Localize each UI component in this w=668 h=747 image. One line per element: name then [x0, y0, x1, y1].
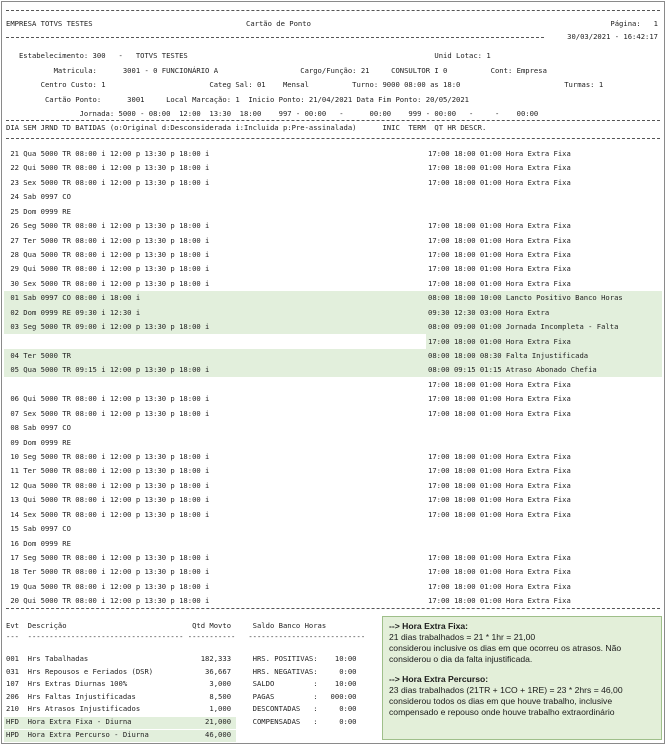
punch-row: 18 Ter 5000 TR 08:00 i 12:00 p 13:30 p 18:00 i [6, 567, 210, 577]
summary-line: 210 Hrs Atrasos Injustificados 1,000 DESCONTADAS : 0:00 [6, 704, 357, 714]
punch-row: 26 Seg 5000 TR 08:00 i 12:00 p 13:30 p 18:00 i [6, 221, 210, 231]
column-headers: DIA SEM JRND TD BATIDAS (o:Original d:Desconsiderada i:Incluida p:Pre-assinalada) INIC TERM QT HR DESCR. [6, 123, 487, 132]
punch-detail: 17:00 18:00 01:00 Hora Extra Fixa [428, 567, 571, 577]
punch-detail: 17:00 18:00 01:00 Hora Extra Fixa [428, 509, 571, 519]
punch-detail: 17:00 18:00 01:00 Hora Extra Fixa [428, 596, 571, 606]
divider [6, 37, 544, 38]
punch-row: 25 Dom 0999 RE [6, 206, 71, 216]
note-title-percurso: --> Hora Extra Percurso: [389, 674, 489, 684]
punch-detail: 17:00 18:00 01:00 Hora Extra Fixa [428, 495, 571, 505]
punch-detail: 17:00 18:00 01:00 Hora Extra Fixa [428, 221, 571, 231]
punch-detail: 17:00 18:00 01:00 Hora Extra Fixa [428, 581, 571, 591]
punch-detail: 17:00 18:00 01:00 Hora Extra Fixa [428, 177, 571, 187]
summary-divider: --- ------------------------------------ ----------- --------------------------- [6, 632, 366, 641]
punch-row: 14 Sex 5000 TR 08:00 i 12:00 p 13:30 p 18:00 i [6, 509, 210, 519]
punch-row: 08 Sab 0997 CO [6, 423, 71, 433]
punch-detail: 17:00 18:00 01:00 Hora Extra Fixa [428, 149, 571, 158]
divider [6, 608, 660, 609]
page-number: Página: 1 [610, 19, 658, 28]
summary-line: 206 Hrs Faltas Injustificadas 8,500 PAGAS : 000:00 [6, 691, 357, 701]
info-line: Estabelecimento: 300 - TOTVS TESTES Unid Lotac: 1 [6, 51, 491, 60]
punch-detail: 17:00 18:00 01:00 Hora Extra Fixa [428, 408, 571, 418]
summary-line: HPD Hora Extra Percurso - Diurna 46,000 [6, 729, 232, 739]
punch-row: 22 Qui 5000 TR 08:00 i 12:00 p 13:30 p 18:00 i [6, 163, 210, 173]
punch-row: 12 Qua 5000 TR 08:00 i 12:00 p 13:30 p 18:00 i [6, 480, 210, 490]
info-line: Jornada: 5000 - 08:00 12:00 13:30 18:00 997 - 00:00 - 00:00 999 - 00:00 - - 00:00 [6, 109, 539, 119]
punch-detail: 17:00 18:00 01:00 Hora Extra Fixa [428, 278, 571, 288]
info-line: Centro Custo: 1 Categ Sal: 01 Mensal Turno: 9000 08:00 as 18:0 Turmas: 1 [6, 80, 604, 90]
punch-detail: 17:00 18:00 01:00 Hora Extra Fixa [428, 163, 571, 173]
punch-row: 28 Qua 5000 TR 08:00 i 12:00 p 13:30 p 18:00 i [6, 250, 210, 259]
punch-detail: 17:00 18:00 01:00 Hora Extra Fixa [428, 553, 571, 563]
timecard-report [1, 1, 665, 744]
punch-detail: 08:00 09:00 01:00 Jornada Incompleta - Falta [428, 322, 619, 332]
punch-row: 16 Dom 0999 RE [6, 538, 71, 548]
punch-detail: 17:00 18:00 01:00 Hora Extra Fixa [428, 250, 571, 259]
note-title-fixa: --> Hora Extra Fixa: [389, 621, 469, 631]
explanation-note [382, 616, 662, 740]
punch-detail: 17:00 18:00 01:00 Hora Extra Fixa [428, 336, 571, 346]
punch-detail: 17:00 18:00 01:00 Hora Extra Fixa [428, 466, 571, 476]
punch-row: 17 Seg 5000 TR 08:00 i 12:00 p 13:30 p 18:00 i [6, 553, 210, 563]
punch-row: 27 Ter 5000 TR 08:00 i 12:00 p 13:30 p 18:00 i [6, 235, 210, 245]
punch-row: 15 Sab 0997 CO [6, 524, 71, 534]
punch-row: 30 Sex 5000 TR 08:00 i 12:00 p 13:30 p 18:00 i [6, 278, 210, 288]
punch-detail: 08:00 18:00 10:00 Lancto Positivo Banco Horas [428, 293, 623, 303]
punch-row: 01 Sab 0997 CO 08:00 i 18:00 i [6, 293, 141, 303]
punch-row: 06 Qui 5000 TR 08:00 i 12:00 p 13:30 p 18:00 i [6, 394, 210, 404]
punch-row: 07 Sex 5000 TR 08:00 i 12:00 p 13:30 p 18:00 i [6, 408, 210, 418]
summary-header: Evt Descrição Qtd Movto Saldo Banco Horas [6, 621, 327, 630]
punch-row: 03 Seg 5000 TR 09:00 i 12:00 p 13:30 p 18:00 i [6, 322, 210, 332]
info-line: Cartão Ponto: 3001 Local Marcação: 1 Inicio Ponto: 21/04/2021 Data Fim Ponto: 20/05/2021 [6, 94, 470, 104]
punch-detail: 17:00 18:00 01:00 Hora Extra Fixa [428, 452, 571, 462]
punch-row: 23 Sex 5000 TR 08:00 i 12:00 p 13:30 p 18:00 i [6, 177, 210, 187]
punch-row: 13 Qui 5000 TR 08:00 i 12:00 p 13:30 p 18:00 i [6, 495, 210, 505]
summary-line: 031 Hrs Repousos e Feriados (DSR) 36,667 HRS. NEGATIVAS: 0:00 [6, 666, 357, 676]
punch-row: 29 Qui 5000 TR 08:00 i 12:00 p 13:30 p 18:00 i [6, 264, 210, 274]
punch-detail: 17:00 18:00 01:00 Hora Extra Fixa [428, 264, 571, 274]
punch-row: 02 Dom 0999 RE 09:30 i 12:30 i [6, 307, 141, 317]
summary-line: 001 Hrs Tabalhadas 182,333 HRS. POSITIVAS: 10:00 [6, 654, 357, 663]
punch-detail: 17:00 18:00 01:00 Hora Extra Fixa [428, 235, 571, 245]
punch-detail: 08:00 09:15 01:15 Atraso Abonado Chefia [428, 365, 597, 375]
divider [6, 138, 660, 139]
punch-detail: 17:00 18:00 01:00 Hora Extra Fixa [428, 379, 571, 389]
punch-row: 24 Sab 0997 CO [6, 192, 71, 202]
divider [6, 120, 660, 121]
note-calc-percurso: 23 dias trabalhados (21TR + 1CO + 1RE) = 23 * 2hrs = 46,00 [389, 685, 623, 695]
punch-row: 11 Ter 5000 TR 08:00 i 12:00 p 13:30 p 18:00 i [6, 466, 210, 476]
punch-row: 19 Qua 5000 TR 08:00 i 12:00 p 13:30 p 18:00 i [6, 581, 210, 591]
punch-row: 10 Seg 5000 TR 08:00 i 12:00 p 13:30 p 18:00 i [6, 452, 210, 462]
punch-row: 20 Qui 5000 TR 08:00 i 12:00 p 13:30 p 18:00 i [6, 596, 210, 606]
info-line: Matricula: 3001 - 0 FUNCIONÁRIO A Cargo/Função: 21 CONSULTOR I 0 Cont: Empresa [6, 65, 547, 75]
note-desc-fixa: considerou inclusive os dias em que ocorreu os atrasos. Não considerou o dia da falta injustificada. [389, 643, 622, 664]
punch-detail: 09:30 12:30 03:00 Hora Extra [428, 307, 550, 317]
report-datetime: 30/03/2021 - 16:42:17 [567, 32, 658, 41]
company-name: EMPRESA TOTVS TESTES [6, 19, 93, 28]
note-desc-percurso: considerou todos os dias em que houve trabalho, inclusive compensado e repouso onde houve trabalho extraordinário [389, 696, 615, 717]
divider [6, 10, 660, 11]
punch-row: 21 Qua 5000 TR 08:00 i 12:00 p 13:30 p 18:00 i [6, 149, 210, 158]
report-title: Cartão de Ponto [246, 19, 311, 28]
punch-row: 05 Qua 5000 TR 09:15 i 12:00 p 13:30 p 18:00 i [6, 365, 210, 375]
punch-detail: 17:00 18:00 01:00 Hora Extra Fixa [428, 394, 571, 404]
punch-detail: 08:00 18:00 08:30 Falta Injustificada [428, 351, 589, 361]
punch-row: 09 Dom 0999 RE [6, 437, 71, 447]
note-calc-fixa: 21 dias trabalhados = 21 * 1hr = 21,00 [389, 632, 536, 642]
summary-line: 107 Hrs Extras Diurnas 100% 3,000 SALDO : 10:00 [6, 679, 357, 689]
summary-line: HFD Hora Extra Fixa - Diurna 21,000 COMPENSADAS : 0:00 [6, 717, 357, 726]
punch-detail: 17:00 18:00 01:00 Hora Extra Fixa [428, 480, 571, 490]
punch-row: 04 Ter 5000 TR [6, 351, 71, 361]
